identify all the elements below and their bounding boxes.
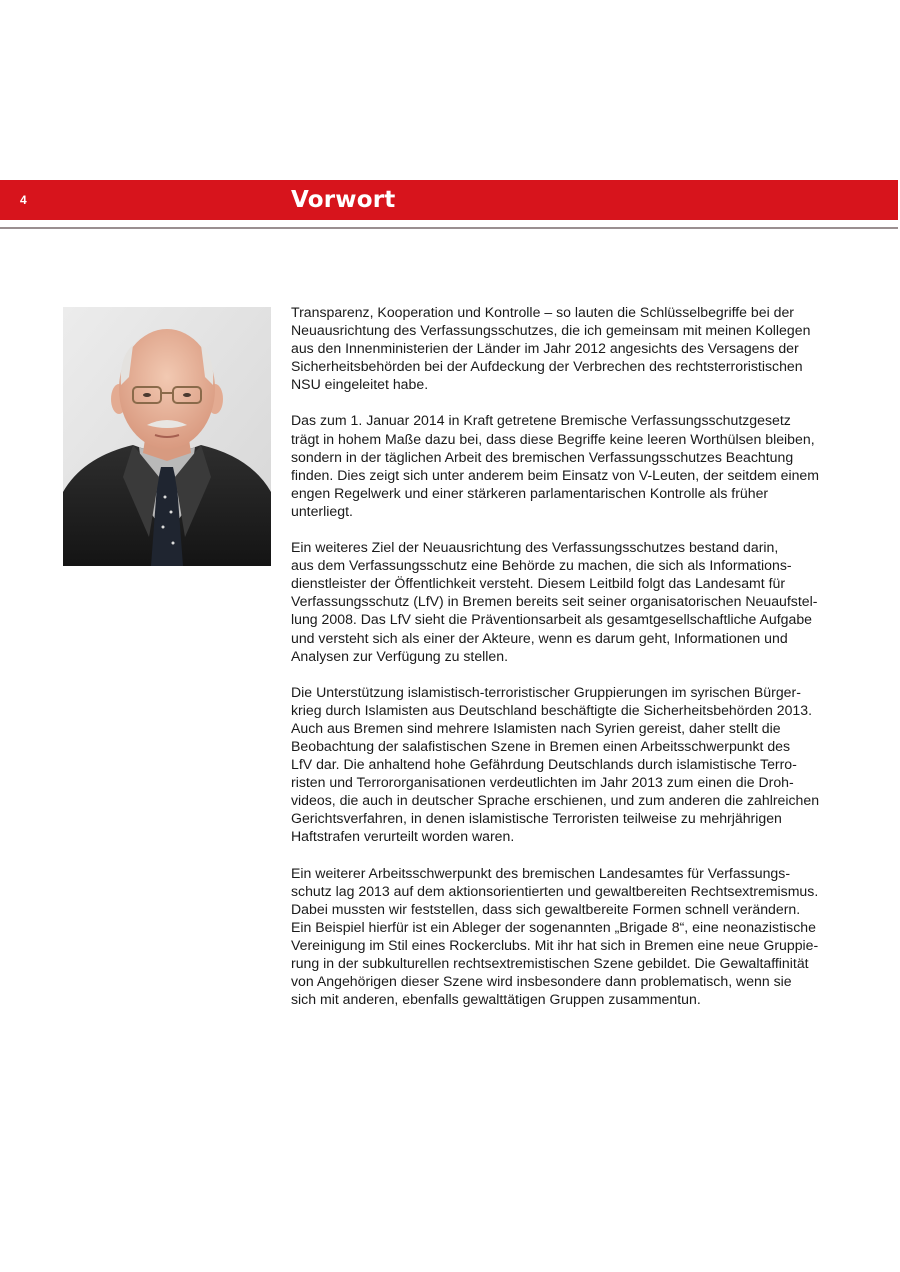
text-line: Transparenz, Kooperation und Kontrolle – so lauten die Schlüsselbegriffe bei der [291,304,794,320]
text-line: Ein Beispiel hierfür ist ein Ableger der sogenannten „Brigade 8“, eine neonazistische [291,918,816,935]
text-line: schutz lag 2013 auf dem aktionsorientierten und gewaltbereiten Rechtsextremismus. [291,882,819,899]
text-line: und versteht sich als einer der Akteure, wenn es darum geht, Informationen und [291,629,788,646]
text-line: Ein weiteres Ziel der Neuausrichtung des Verfassungsschutzes bestand darin, [291,539,779,556]
text-line: NSU eingeleitet habe. [291,376,429,393]
text-line: unterliegt. [291,502,353,519]
text-line: LfV dar. Die anhaltend hohe Gefährdung Deutschlands durch islamistische Terro- [291,756,797,773]
text-line: Ein weiterer Arbeitsschwerpunkt des bremischen Landesamtes für Verfassungs- [291,864,791,881]
text-line: Das zum 1. Januar 2014 in Kraft getretene Bremische Verfassungsschutzgesetz [291,412,791,429]
text-line: Neuausrichtung des Verfassungsschutzes, die ich gemeinsam mit meinen Kollegen [291,322,811,339]
text-line: Auch aus Bremen sind mehrere Islamisten nach Syrien gereist, daher stellt die [291,719,781,736]
text-line: rung in der subkulturellen rechtsextremistischen Szene gebildet. Die Gewaltaffinität [291,955,809,971]
text-line: Beobachtung der salafistischen Szene in Bremen einen Arbeitsschwerpunkt des [291,737,791,754]
page-number: 4 [20,193,27,207]
text-line: trägt in hohem Maße dazu bei, dass diese Begriffe keine leeren Worthülsen bleiben, [291,430,815,447]
text-line: Vereinigung im Stil eines Rockerclubs. Mit ihr hat sich in Bremen eine neue Gruppie- [291,936,819,953]
header-band [0,180,898,220]
text-line: lung 2008. Das LfV sieht die Präventionsarbeit als gesamtgesellschaftliche Aufgabe [291,611,813,628]
text-line: Gerichtsverfahren, in denen islamistische Terroristen teilweise zu mehrjährigen [291,810,782,827]
text-line: Verfassungsschutz (LfV) in Bremen bereits seit seiner organisatorischen Neuaufstel- [291,593,818,610]
foreword-text [291,303,851,1026]
text-line: sich mit anderen, ebenfalls gewalttätigen Gruppen zusammentun. [291,991,701,1008]
text-line: Dabei mussten wir feststellen, dass sich gewaltbereite Formen schnell verändern. [291,900,801,917]
paragraph-2 [291,411,851,520]
paragraph-3 [291,538,851,665]
paragraph-1 [291,303,851,393]
text-line: krieg durch Islamisten aus Deutschland beschäftigte die Sicherheitsbehörden 2013. [291,701,813,718]
text-line: dienstleister der Öffentlichkeit versteht. Diesem Leitbild folgt das Landesamt für [291,575,786,592]
text-line: finden. Dies zeigt sich unter anderem beim Einsatz von V-Leuten, der seitdem einem [291,466,820,483]
text-line: Analysen zur Verfügung zu stellen. [291,647,509,664]
header-divider [0,227,898,229]
text-line: von Angehörigen dieser Szene wird insbesondere dann problematisch, wenn sie [291,973,792,990]
paragraph-4 [291,683,851,846]
text-line: engen Regelwerk und einer stärkeren parlamentarischen Kontrolle als früher [291,484,769,501]
text-line: Sicherheitsbehörden bei der Aufdeckung der Verbrechen des rechtsterroristischen [291,358,803,375]
page-title: Vorwort [291,187,396,213]
text-line: aus den Innenministerien der Länder im Jahr 2012 angesichts des Versagens der [291,340,799,357]
portrait-photo [63,307,271,566]
text-line: risten und Terrororganisationen verdeutlichten im Jahr 2013 zum einen die Droh- [291,774,794,791]
portrait-illustration [63,307,271,566]
text-line: sondern in der täglichen Arbeit des bremischen Verfassungsschutzes Beachtung [291,448,794,465]
text-line: Die Unterstützung islamistisch-terroristischer Gruppierungen im syrischen Bürger- [291,683,801,700]
text-line: videos, die auch in deutscher Sprache erschienen, und zum anderen die zahlreichen [291,792,820,809]
text-line: Haftstrafen verurteilt worden waren. [291,828,515,845]
text-line: aus dem Verfassungsschutz eine Behörde zu machen, die sich als Informations- [291,557,792,574]
paragraph-5 [291,864,851,1009]
